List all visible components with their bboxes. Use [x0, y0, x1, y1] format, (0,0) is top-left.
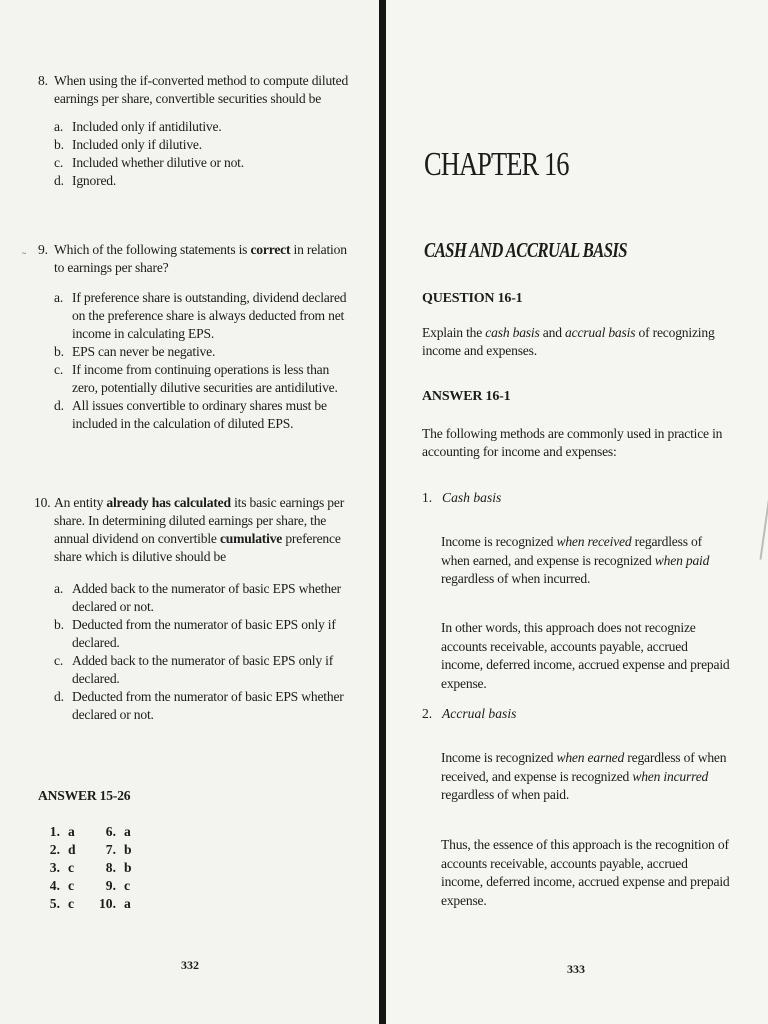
- answer-letter: b: [124, 842, 132, 857]
- option-text: EPS can never be negative.: [72, 344, 216, 359]
- option-text: Ignored.: [72, 173, 117, 188]
- italic-run: when incurred: [632, 768, 709, 784]
- text-run: regardless of when incurred.: [441, 571, 591, 586]
- answer-row: [94, 859, 132, 877]
- question-9: [38, 241, 354, 433]
- text-run: Income is recognized: [441, 750, 557, 765]
- answer-number: 5.: [49, 896, 60, 911]
- option-text: Added back to the numerator of basic EPS only if declared.: [72, 653, 334, 686]
- answer-row: [38, 877, 76, 895]
- answer-letter: c: [68, 860, 75, 875]
- chapter-subtitle: CASH AND ACCRUAL BASIS: [424, 238, 627, 262]
- italic-run: when paid: [654, 552, 710, 568]
- option-text: If preference share is outstanding, dividend declared on the preference share is always deducted from net income in calculating EPS.: [72, 290, 347, 341]
- option-letter: b.: [54, 344, 64, 359]
- answer-row: [38, 895, 76, 913]
- answer-letter: c: [124, 878, 131, 893]
- text-run: of recognizing income and expenses.: [422, 325, 715, 358]
- option-letter: c.: [54, 653, 64, 668]
- book-spine: [379, 0, 386, 1024]
- left-page: [0, 0, 380, 1024]
- answer-letter: a: [124, 896, 131, 911]
- stem-bold-text: correct: [250, 242, 291, 257]
- option-letter: c.: [54, 362, 64, 377]
- question-stem: [54, 494, 354, 566]
- option-list: [54, 289, 354, 433]
- question-stem: [54, 241, 354, 277]
- question-stem: When using the if-converted method to compute diluted earnings per share, convertible securities should be: [54, 73, 349, 106]
- pencil-mark-icon: ~: [22, 249, 27, 258]
- list-label: Cash basis: [442, 490, 502, 505]
- text-run: Income is recognized: [441, 534, 557, 549]
- answer-number: 6.: [105, 824, 116, 839]
- answer-letter: b: [124, 860, 132, 875]
- italic-run: cash basis: [485, 325, 540, 340]
- answer-row: [94, 877, 132, 895]
- text-run: regardless of when earned, and expense is recognized: [441, 534, 702, 568]
- question-10: [34, 494, 354, 724]
- cash-basis-paragraph-2: In other words, this approach does not recognize accounts receivable, accounts payable, accrued income, deferred income, accrued expense and prepaid expense.: [441, 620, 730, 691]
- answer-letter: a: [124, 824, 131, 839]
- option-letter: a.: [54, 581, 64, 596]
- accrual-basis-paragraph-1: [441, 749, 731, 805]
- text-run: and: [539, 325, 566, 340]
- stem-text: its basic earnings per share. In determining diluted earnings per share, the annual dividend on convertible: [54, 495, 345, 546]
- option-item: [54, 136, 354, 154]
- option-text: Included only if antidilutive.: [72, 119, 222, 134]
- option-text: Included only if dilutive.: [72, 137, 202, 152]
- answer-row: [38, 859, 76, 877]
- option-text: Included whether dilutive or not.: [72, 155, 244, 170]
- answer-row: [94, 895, 132, 913]
- answer-letter: a: [68, 824, 75, 839]
- stem-text: Which of the following statements is: [54, 242, 251, 257]
- stem-bold-text: cumulative: [219, 531, 283, 546]
- option-letter: a.: [54, 290, 64, 305]
- option-text: Deducted from the numerator of basic EPS only if declared.: [72, 617, 336, 650]
- answer-row: [38, 823, 76, 841]
- option-letter: d.: [54, 173, 64, 188]
- italic-run: accrual basis: [565, 325, 636, 340]
- option-letter: d.: [54, 689, 64, 704]
- option-item: [54, 361, 354, 397]
- page-number: 332: [181, 958, 199, 972]
- question-8: [38, 72, 354, 190]
- question-text: [422, 324, 734, 360]
- answer-number: 1.: [49, 824, 60, 839]
- question-number: 8.: [38, 73, 48, 88]
- answer-heading: ANSWER 16-1: [422, 389, 511, 404]
- stem-text: preference share which is dilutive should be: [54, 531, 341, 564]
- option-text: If income from continuing operations is less than zero, potentially dilutive securities are antidilutive.: [72, 362, 338, 395]
- text-run: regardless of when paid.: [441, 787, 570, 802]
- chapter-title: CHAPTER 16: [424, 146, 569, 183]
- option-item: [54, 172, 354, 190]
- option-text: All issues convertible to ordinary shares must be included in the calculation of diluted EPS.: [72, 398, 327, 431]
- list-label: Accrual basis: [442, 706, 517, 721]
- italic-run: when received: [556, 534, 632, 549]
- answer-number: 9.: [105, 878, 116, 893]
- answer-number: 8.: [105, 860, 116, 875]
- option-item: [54, 118, 354, 136]
- answer-letter: c: [68, 896, 75, 911]
- list-number: 1.: [422, 490, 433, 505]
- option-item: [54, 652, 354, 688]
- answer-column-1: [38, 823, 76, 913]
- italic-run: when earned: [556, 750, 625, 765]
- option-item: [54, 397, 354, 433]
- answer-letter: c: [68, 878, 75, 893]
- option-letter: d.: [54, 398, 64, 413]
- option-text: Added back to the numerator of basic EPS whether declared or not.: [72, 581, 341, 614]
- list-item-cash-basis: [422, 490, 501, 506]
- option-letter: b.: [54, 137, 64, 152]
- accrual-basis-paragraph-2: Thus, the essence of this approach is the recognition of accounts receivable, accounts payable, accrued income, deferred income, accrued expense and prepaid expense.: [441, 837, 730, 908]
- question-number: 9.: [38, 242, 48, 257]
- option-letter: c.: [54, 155, 64, 170]
- answer-letter: d: [68, 842, 76, 857]
- answer-number: 3.: [49, 860, 60, 875]
- option-letter: b.: [54, 617, 64, 632]
- answer-column-2: [94, 823, 132, 913]
- intro-paragraph: The following methods are commonly used in practice in accounting for income and expenses:: [422, 426, 723, 459]
- page-fold-mark: [759, 480, 768, 559]
- question-number: 10.: [34, 495, 51, 510]
- answer-number: 10.: [99, 896, 116, 911]
- option-item: [54, 289, 354, 343]
- text-run: regardless of when received, and expense is recognized: [441, 750, 727, 784]
- option-item: [54, 343, 354, 361]
- text-run: Explain the: [422, 325, 486, 340]
- page-number: 333: [567, 962, 585, 976]
- stem-text: in relation to earnings per share?: [54, 242, 347, 275]
- option-letter: a.: [54, 119, 64, 134]
- option-list: [54, 580, 354, 724]
- cash-basis-paragraph-1: [441, 533, 731, 589]
- answer-number: 4.: [49, 878, 60, 893]
- option-item: [54, 688, 354, 724]
- answer-row: [94, 841, 132, 859]
- option-text: Deducted from the numerator of basic EPS whether declared or not.: [72, 689, 344, 722]
- list-item-accrual-basis: [422, 706, 516, 722]
- option-item: [54, 154, 354, 172]
- list-number: 2.: [422, 706, 433, 721]
- stem-text: An entity: [54, 495, 107, 510]
- question-heading: QUESTION 16-1: [422, 291, 523, 306]
- option-item: [54, 616, 354, 652]
- answer-number: 7.: [105, 842, 116, 857]
- option-item: [54, 580, 354, 616]
- answer-number: 2.: [49, 842, 60, 857]
- answer-heading: ANSWER 15-26: [38, 788, 131, 803]
- option-list: [54, 118, 354, 190]
- answer-row: [38, 841, 76, 859]
- answer-row: [94, 823, 132, 841]
- stem-bold-text: already has calculated: [106, 495, 231, 510]
